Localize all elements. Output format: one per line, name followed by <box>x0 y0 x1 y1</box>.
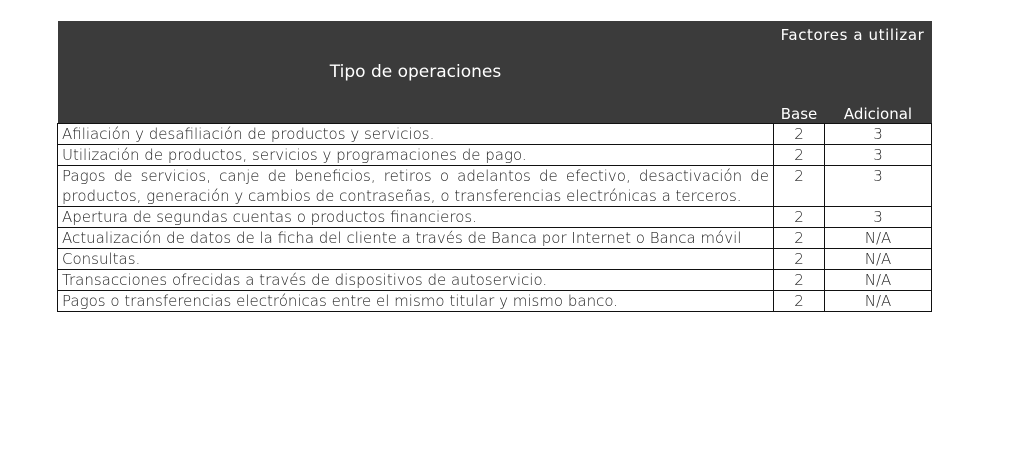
additional-factor: 3 <box>825 166 932 207</box>
header-base: Base <box>774 103 825 124</box>
header-factores-a-utilizar: Factores a utilizar <box>774 21 932 103</box>
base-factor: 2 <box>774 249 825 270</box>
additional-factor: 3 <box>825 207 932 228</box>
operation-description: Transacciones ofrecidas a través de dispositivos de autoservicio. <box>58 270 774 291</box>
operation-description: Afiliación y desafiliación de productos y servicios. <box>58 124 774 145</box>
table-row <box>58 270 932 291</box>
operation-description: Pagos de servicios, canje de beneficios, retiros o adelantos de efectivo, desactivación de productos, generación y cambios de contraseñas, o transferencias electrónicas a terceros. <box>58 166 774 207</box>
operation-description: Apertura de segundas cuentas o productos financieros. <box>58 207 774 228</box>
header-adicional: Adicional <box>825 103 932 124</box>
base-factor: 2 <box>774 270 825 291</box>
additional-factor: N/A <box>825 228 932 249</box>
additional-factor: N/A <box>825 249 932 270</box>
operation-description: Utilización de productos, servicios y programaciones de pago. <box>58 145 774 166</box>
additional-factor: 3 <box>825 145 932 166</box>
table-row <box>58 166 932 207</box>
table-row <box>58 228 932 249</box>
operation-description: Pagos o transferencias electrónicas entre el mismo titular y mismo banco. <box>58 291 774 312</box>
base-factor: 2 <box>774 228 825 249</box>
table-row <box>58 207 932 228</box>
table-row <box>58 291 932 312</box>
additional-factor: 3 <box>825 124 932 145</box>
table-row <box>58 249 932 270</box>
base-factor: 2 <box>774 145 825 166</box>
additional-factor: N/A <box>825 291 932 312</box>
operations-factors-table <box>57 21 932 312</box>
base-factor: 2 <box>774 207 825 228</box>
operation-description: Consultas. <box>58 249 774 270</box>
base-factor: 2 <box>774 166 825 207</box>
base-factor: 2 <box>774 124 825 145</box>
header-tipo-de-operaciones: Tipo de operaciones <box>58 21 774 124</box>
table-row <box>58 124 932 145</box>
table-row <box>58 145 932 166</box>
base-factor: 2 <box>774 291 825 312</box>
operation-description: Actualización de datos de la ficha del cliente a través de Banca por Internet o Banca móvil <box>58 228 774 249</box>
additional-factor: N/A <box>825 270 932 291</box>
